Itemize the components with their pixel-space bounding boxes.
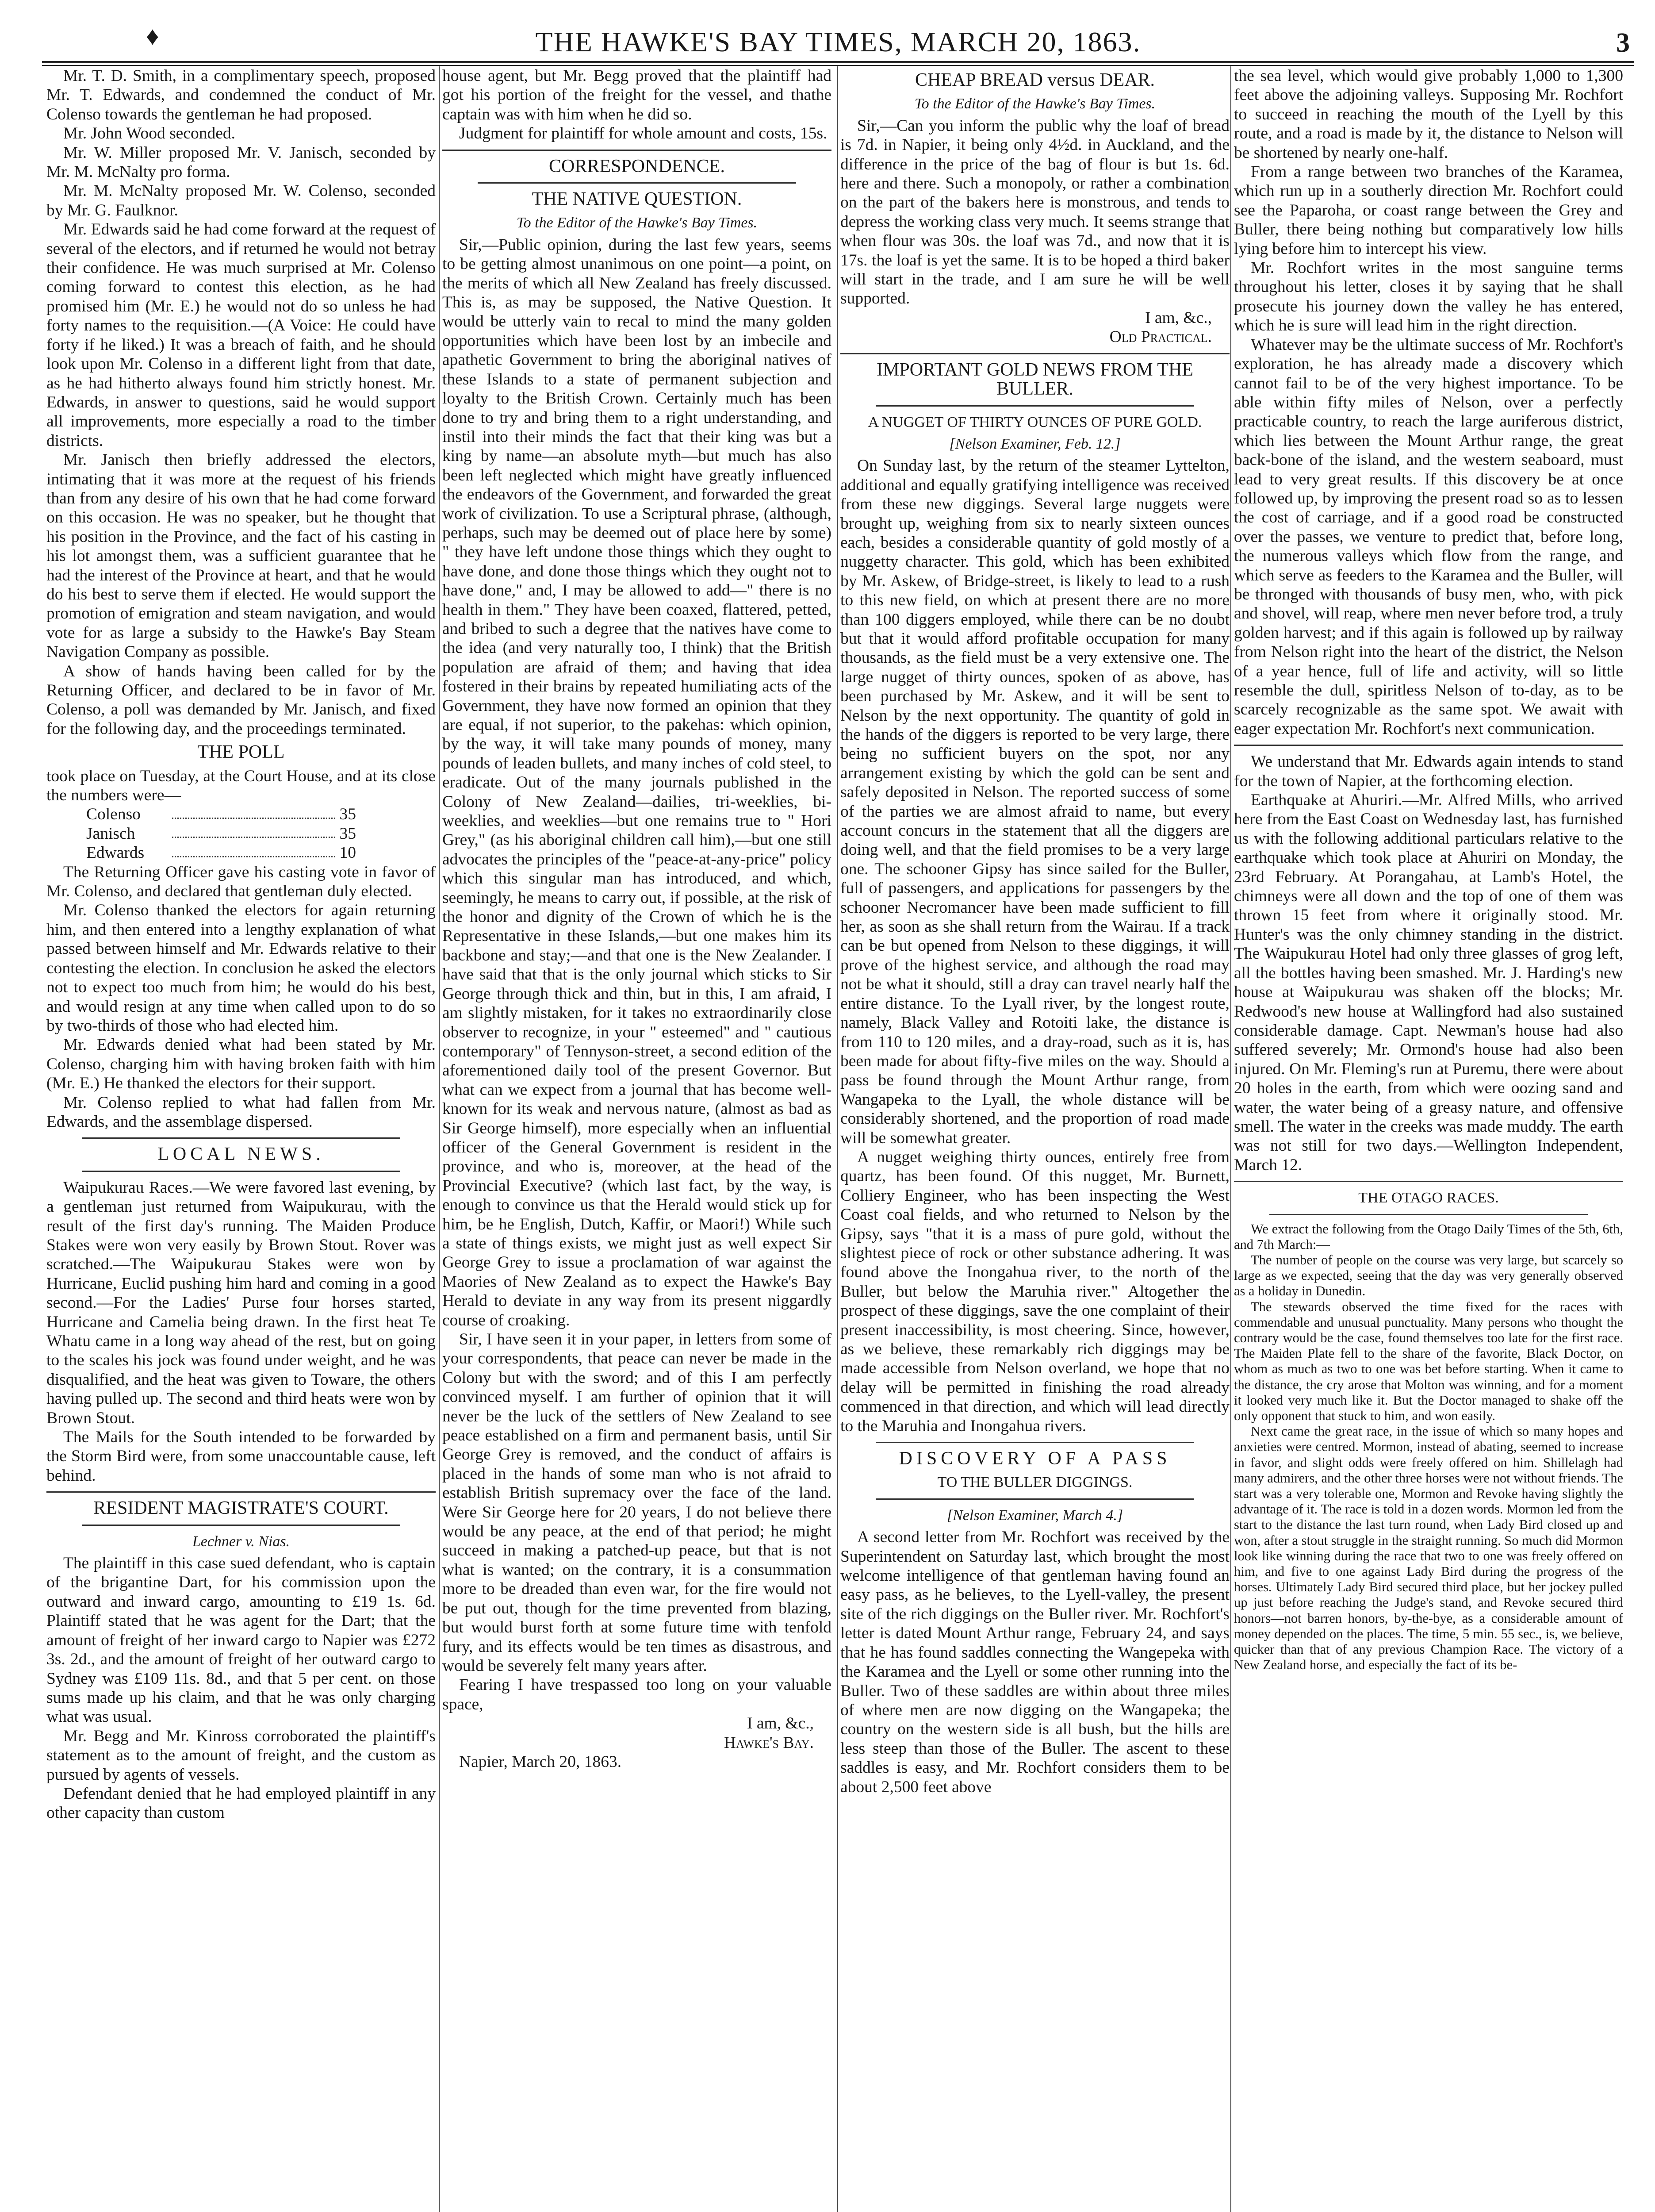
paragraph: Mr. T. D. Smith, in a complimentary speech, proposed Mr. T. Edwards, and condemned the conduct of Mr. Colenso towards the gentleman he had proposed.: [46, 67, 436, 123]
column-2: [442, 66, 831, 1771]
paragraph: We understand that Mr. Edwards again intends to stand for the town of Napier, at the forthcoming election.: [1234, 753, 1623, 790]
poll-row: [46, 824, 436, 843]
paragraph: Earthquake at Ahuriri.—Mr. Alfred Mills, who arrived here from the East Coast on Wednesday last, has furnished us with the following additional particulars relative to the earthquake which took place at Ahuriri on Monday, the 23rd February. At Porangahau, at Lamb's Hotel, the chimneys were all down and the top of one of them was thrown 15 feet from where it originally stood. Mr. Hunter's was the only chimney standing in the district. The Waipukurau Hotel had only three glasses of grog left, all the bottles having been smashed. Mr. J. Harding's new house at Waipukurau was shaken off the blocks; Mr. Redwood's new house at Wallingford had also sustained considerable damage. Capt. Newman's house had also suffered severely; Mr. Ormond's house had also been injured. On Mr. Fleming's run at Puremu, there were about 20 holes in the earth, from which were oozing sand and water, the water being of a greasy nature, and offensive smell. The water in the creeks was made muddy. The earth was not still for two days.—Wellington Independent, March 12.: [1234, 791, 1623, 1174]
letter-signature: Hawke's Bay.: [724, 1733, 814, 1752]
poll-candidate: Colenso: [86, 805, 141, 824]
paragraph: Mr. Colenso thanked the electors for again returning him, and then entered into a lengthy explanation of what passed between himself and Mr. Edwards relative to their contesting the election. In conclusion he asked the electors not to expect too much from him; he would do his best, and would resign at any time when called upon to do so by two-thirds of those who had elected him.: [46, 901, 436, 1035]
section-rule: [1234, 1181, 1623, 1182]
source-line: [Nelson Examiner, March 4.]: [946, 1507, 1123, 1524]
masthead-rule: [42, 61, 1634, 63]
poll-candidate: Edwards: [86, 844, 145, 862]
source-line: [Nelson Examiner, Feb. 12.]: [949, 435, 1121, 452]
section-rule: [82, 1171, 400, 1172]
paragraph: Fearing I have trespassed too long on your valuable space,: [442, 1676, 831, 1713]
sub-heading: TO THE BULLER DIGGINGS.: [937, 1474, 1133, 1491]
paragraph: Mr. Colenso replied to what had fallen from Mr. Edwards, and the assemblage dispersed.: [46, 1093, 436, 1131]
letter-closing: I am, &c.,: [747, 1714, 814, 1733]
paragraph: Sir,—Can you inform the public why the loaf of bread is 7d. in Napier, it being only 4½d. in Auckland, and the difference in the price of the bag of flour is but 1s. 6d. here and there. Such a monopoly, or rather a combination on the part of the bakers here is monstrous, and tends to depress the working class very much. It seems strange that when flour was 30s. the loaf was 7d., and now that it is 17s. the loaf is yet the same. It is to be hoped a third baker will start in the trade, and I am sure he will be well supported.: [840, 116, 1230, 308]
leader-dots: [172, 824, 335, 838]
paragraph: Whatever may be the ultimate success of Mr. Rochfort's exploration, he has already made a discovery which cannot fail to be of the very highest importance. To be able within fifty miles of Nelson, over a perfectly practicable country, to reach the large auriferous district, which lies between the Mount Arthur range, the great back-bone of the island, and the western seaboard, must lead to very great results. If this discovery be at once followed up, by improving the present road so as to lessen the cost of carriage, and if a good road be constructed over the passes, we venture to predict that, before long, the numerous valleys which flow from the range, and which serve as feeders to the Karamea and the Buller, will be thronged with thousands of busy men, who, with pick and shovel, will reap, where men never before trod, a truly golden harvest; and if this again is followed up by railway from Nelson right into the heart of the district, the Nelson of a year hence, full of life and activity, will so little resemble the dull, spiritless Nelson of to-day, as to be scarcely recognizable as the same spot. We await with eager expectation Mr. Rochfort's next communication.: [1234, 335, 1623, 738]
paragraph: house agent, but Mr. Begg proved that the plaintiff had got his portion of the freight for the vessel, and thathe captain was with him when he did so.: [442, 67, 831, 123]
paragraph: The Mails for the South intended to be forwarded by the Storm Bird were, from some unaccountable cause, left behind.: [46, 1428, 436, 1485]
poll-heading: THE POLL: [197, 742, 285, 763]
poll-votes: 35: [339, 805, 356, 824]
column-1: [46, 66, 436, 1823]
section-rule: [840, 353, 1230, 354]
section-rule: [46, 1491, 436, 1493]
paragraph: Mr. W. Miller proposed Mr. V. Janisch, seconded by Mr. M. McNalty pro forma.: [46, 143, 436, 181]
section-heading: DISCOVERY OF A PASS: [899, 1448, 1171, 1469]
section-rule: [478, 182, 796, 184]
letter-signature: Old Practical.: [1109, 328, 1212, 346]
letter-address: To the Editor of the Hawke's Bay Times.: [914, 96, 1156, 112]
poll-votes: 35: [339, 824, 356, 843]
leader-dots: [172, 843, 335, 857]
letter-heading: CHEAP BREAD versus DEAR.: [915, 70, 1155, 90]
column-3: [840, 66, 1230, 1797]
paragraph: Mr. Rochfort writes in the most sanguine terms throughout his letter, closes it by saying that he shall prosecute his journey down the valley he has entered, which he is sure will lead him in the right direction.: [1234, 259, 1623, 335]
poll-row: [46, 843, 436, 862]
section-rule: [876, 1442, 1194, 1443]
paragraph: A second letter from Mr. Rochfort was received by the Superintendent on Saturday last, which brought the most welcome intelligence of that gentleman having found an easy pass, as he believes, to the Lyell-valley, the present site of the rich diggings on the Buller river. Mr. Rochfort's letter is dated Mount Arthur range, February 24, and says that he has found saddles connecting the Wangepeka with the Karamea and the Lyell or some other running into the Buller. Two of these saddles are within about three miles of where men are now digging on the Wangapeka; the country on the western side is all bush, but the hills are less steep than those of the Buller. The ascent to these saddles is easy, and Mr. Rochfort considers them to be about 2,500 feet above: [840, 1528, 1230, 1796]
paragraph: A show of hands having been called for by the Returning Officer, and declared to be in favor of Mr. Colenso, a poll was demanded by Mr. Janisch, and fixed for the following day, and the proceedings terminated.: [46, 662, 436, 738]
paragraph: Mr. M. McNalty proposed Mr. W. Colenso, seconded by Mr. G. Faulknor.: [46, 182, 436, 219]
column-divider: [1230, 66, 1231, 2212]
masthead-mark: ♦: [146, 22, 159, 50]
paragraph: Judgment for plaintiff for whole amount and costs, 15s.: [459, 124, 828, 143]
section-heading: THE OTAGO RACES.: [1358, 1190, 1499, 1206]
paragraph: the sea level, which would give probably 1,000 to 1,300 feet above the adjoining valleys. Supposing Mr. Rochfort to succeed in reaching the mouth of the Lyell by this route, and a road is made by it, the distance to Nelson will be shortened by nearly one-half.: [1234, 67, 1623, 162]
paragraph: Defendant denied that he had employed plaintiff in any other capacity than custom: [46, 1784, 436, 1822]
sub-heading: A NUGGET OF THIRTY OUNCES OF PURE GOLD.: [868, 414, 1202, 430]
case-title: Lechner v. Nias.: [192, 1533, 290, 1550]
section-rule: [82, 1525, 400, 1526]
paragraph: The number of people on the course was very large, but scarcely so large as we expected, seeing that the day was very generally observed as a holiday in Dunedin.: [1234, 1252, 1623, 1299]
masthead: [42, 18, 1634, 60]
paragraph: Mr. Edwards denied what had been stated by Mr. Colenso, charging him with having broken faith with him (Mr. E.) He thanked the electors for their support.: [46, 1036, 436, 1093]
section-heading: LOCAL NEWS.: [157, 1144, 325, 1165]
poll-row: [46, 805, 436, 824]
section-rule: [442, 150, 831, 151]
paragraph: Mr. Edwards said he had come forward at the request of several of the electors, and if returned he would not betray their confidence. He was much surprised at Mr. Colenso coming forward to contest this election, as he had promised him (Mr. E.) he would not do so unless he had forty names to the requisition.—(A Voice: He could have forty if he liked.) It was a breach of faith, and he should look upon Mr. Colenso in a different light from that date, as he had hitherto always found him strictly honest. Mr. Edwards, in answer to questions, said he would support all improvements, more especially a road to the timber districts.: [46, 220, 436, 450]
paragraph: Sir, I have seen it in your paper, in letters from some of your correspondents, that peace can never be made in the Colony but with the sword; and of this I am perfectly convinced myself. I am further of opinion that it will never be the luck of the settlers of New Zealand to see peace established on a firm and permanent basis, until Sir George Grey is removed, and the conduct of affairs is placed in the hands of some man who is not afraid to establish British supremacy over the face of the land. Were Sir George here for 20 years, I do not believe there would be any peace, at the end of that period; he might succeed in making a patched-up peace, but that is not what is wanted; on the contrary, it is a consummation more to be dreaded than even war, for the fire would not be put out, though for the time prevented from blazing, but would burst forth at some future time with tenfold fury, and its effects would be ten times as disastrous, and would be severely felt many years after.: [442, 1330, 831, 1675]
paragraph: Mr. John Wood seconded.: [63, 124, 235, 143]
letter-closing: I am, &c.,: [1145, 308, 1212, 327]
paragraph: took place on Tuesday, at the Court House, and at its close the numbers were—: [46, 767, 436, 805]
paragraph: Waipukurau Races.—We were favored last evening, by a gentleman just returned from Waipukurau, with the result of the first day's running. The Maiden Produce Stakes were won very easily by Brown Stout. Rover was scratched.—The Waipukurau Stakes were won by Hurricane, Euclid pushing him hard and coming in a good second.—For the Ladies' Purse four horses started, Hurricane and Camelia being drawn. In the first heat Te Whatu came in a long way ahead of the rest, but on going to the scales his jock was found under weight, and he was disqualified, and the heat was given to Toware, the others having pulled up. The second and third heats were won by Brown Stout.: [46, 1178, 436, 1427]
section-rule: [876, 1498, 1194, 1500]
paragraph: The Returning Officer gave his casting vote in favor of Mr. Colenso, and declared that gentleman duly elected.: [46, 863, 436, 901]
poll-candidate: Janisch: [86, 824, 135, 843]
section-rule: [876, 405, 1194, 407]
column-4: [1234, 66, 1623, 1673]
section-heading: RESIDENT MAGISTRATE'S COURT.: [93, 1498, 389, 1519]
paragraph: The plaintiff in this case sued defendant, who is captain of the brigantine Dart, for his commission upon the outward and inward cargo, amounting to £19 1s. 6d. Plaintiff stated that he was agent for the Dart; that the amount of freight of her inward cargo to Napier was £272 3s. 2d., and the amount of freight of her outward cargo to Sydney was £109 11s. 8d., and that 5 per cent. on those sums made up his claim, and that he was only charging what was usual.: [46, 1554, 436, 1726]
column-divider: [837, 66, 838, 2212]
paragraph: Sir,—Public opinion, during the last few years, seems to be getting almost unanimous on one point—a point, on the merits of which all New Zealand has freely discussed. This is, as may be supposed, the Native Question. It would be utterly vain to recal to mind the many golden opportunities which have been lost by an imbecile and apathetic Government to bring the aboriginal natives of these Islands to a state of permanent subjection and loyalty to the British Crown. Certainly much has been done to try and bring them to a right understanding, and instil into their minds the fact that their king was but a king by name—an absolute myth—but much has also been left neglected which might have greatly influenced the endeavors of the Government, and forwarded the great work of civilization. To use a Scriptural phrase, (although, perhaps, such may be deemed out of place here by some) " they have left undone those things which they ought to have done, and done those things which they ought not to have done," and, I may be allowed to add—" there is no health in them." They have been coaxed, flattered, petted, and bribed to such a degree that the natives have come to the idea (and very naturally too, I think) that the British population are afraid of them; and having that idea fostered in their brains by repeated humiliating acts of the Government, they have now formed an opinion that they are equal, if not superior, to the pakehas: which opinion, by the way, it will take many pounds of money, many pounds of leaden bullets, and many inches of cold steel, to eradicate. Out of the many journals published in the Colony of New Zealand—dailies, tri-weeklies, bi-weeklies, and weeklies—but one remains true to " Hori Grey," (as his aboriginal children call him),—but one still advocates the principles of the "peace-at-any-price" policy which this singular man has introduced, and which, seemingly, he means to carry out, if possible, at the risk of the honor and dignity of the Crown of which he is the Representative in these Islands,—but one makes him its backbone and stay;—and that one is the New Zealander. I have said that that is the only journal which sticks to Sir George through thick and thin, but in this, I am afraid, I am slightly mistaken, for it takes no extraordinarily close observer to recognize, in your " esteemed" and " cautious contemporary" of Tennyson-street, a second edition of the aforementioned daily tool of the present Governor. But what can we expect from a journal that has become well-known for its weak and nervous nature, (almost as bad as Sir George himself), more especially when an influential officer of the General Government is resident in the province, and who is, moreover, at the head of the Provincial Executive? (which last fact, by the way, is enough to convince us that the Herald would stick up for him, be he English, Dutch, Kaffir, or Maori!) While such a state of things exists, we might just as well expect Sir George Grey to issue a proclamation of war against the Maories of New Zealand as to expect the Hawke's Bay Herald to deviate in any way from its present niggardly course of croaking.: [442, 235, 831, 1329]
paragraph: On Sunday last, by the return of the steamer Lyttelton, additional and equally gratifying intelligence was received from these new diggings. Several large nuggets were brought up, weighing from six to nearly sixteen ounces each, besides a considerable quantity of gold mostly of a nuggetty character. This gold, which has been exhibited by Mr. Askew, of Bridge-street, is likely to lead to a rush to this new field, on which at present there are no more than 100 diggers employed, while there can be no doubt but that it would afford profitable occupation for many thousands, as the field must be a very extensive one. The large nugget of thirty ounces, spoken of as above, has been purchased by Mr. Askew, and it will be sent to Nelson by the next opportunity. The quantity of gold in the hands of the diggers is reported to be very large, there being no sufficient buyers on the spot, nor any arrangement existing by which the gold can be sent and safely deposited in Nelson. The reported success of some of the parties we are almost afraid to name, but every account concurs in the statement that all the diggers are doing well, and that the field promises to be a very large one. The schooner Gipsy has since sailed for the Buller, full of passengers, and applications for passengers by the schooner Necromancer have been made sufficient to fill her, as soon as she shall return from the Wairau. If a track can be but opened from Nelson to these diggings, it will prove of the highest service, and although the road may not be what it should, still a dray can travel nearly half the entire distance. To the Lyall river, by the longest route, namely, Black Valley and Rotoiti lake, the distance is from 110 to 120 miles, and a dray-road, such as it is, has been made for about fifty-five miles on the way. Should a pass be found through the Mount Arthur range, from Wangapeka to the Lyall, the whole distance will be considerably shortened, and the proportion of road made will be somewhat greater.: [840, 457, 1230, 1147]
dateline: Napier, March 20, 1863.: [459, 1752, 622, 1771]
paragraph: From a range between two branches of the Karamea, which run up in a southerly direction Mr. Rochfort could see the Paparoha, or coast range between the Grey and Buller, there being nothing but comparatively low hills lying before him to intercept his view.: [1234, 163, 1623, 258]
letter-address: To the Editor of the Hawke's Bay Times.: [516, 215, 758, 231]
masthead-rule-thin: [42, 65, 1634, 66]
leader-dots: [172, 805, 335, 818]
paragraph: Next came the great race, in the issue of which so many hopes and anxieties were centred. Mormon, instead of abating, seemed to increase in favor, and slight odds were freely offered on him. Shillelagh had many admirers, and the other three horses were not without friends. The start was a very tolerable one, Mormon and Revoke having slightly the advantage of it. The race is told in a dozen words. Mormon led from the start to the distance the last turn round, when Lady Bird closed up and won, after a stout struggle in the straight running. So much did Mormon look like winning during the race that two to one was freely offered on him, and five to one against Lady Bird during the progress of the horses. Ultimately Lady Bird secured third place, but her jockey pulled up just before reaching the Judge's stand, and Revoke secured third honors—not barren honors, by-the-bye, as a considerable amount of money depended on the places. The time, 5 min. 55 sec., is, we believe, quicker than that of any previous Champion Race. The victory of a New Zealand horse, and especially the fact of its be-: [1234, 1424, 1623, 1673]
section-heading: CORRESPONDENCE.: [549, 156, 725, 177]
column-divider: [439, 66, 440, 2212]
section-rule: [82, 1137, 400, 1139]
section-rule: [1234, 745, 1623, 746]
page-number: 3: [1616, 28, 1630, 58]
paragraph: Mr. Begg and Mr. Kinross corroborated the plaintiff's statement as to the amount of freight, and the custom as pursued by agents of vessels.: [46, 1727, 436, 1784]
section-rule: [1269, 1214, 1588, 1215]
poll-votes: 10: [339, 844, 356, 862]
paragraph: Mr. Janisch then briefly addressed the electors, intimating that it was more at the request of his friends than from any desire of his own that he had come forward on this occasion. He was no speaker, but he thought that his position in the Province, and the fact of his casting in his lot amongst them, was a sufficient guarantee that he had the interest of the Province at heart, and that he would do his best to serve them if elected. He would support the promotion of emigration and steam navigation, and would vote for as large a subsidy to the Hawke's Bay Steam Navigation Company as possible.: [46, 451, 436, 661]
paragraph: The stewards observed the time fixed for the races with commendable and unusual punctuality. Many persons who thought the contrary would be the case, found themselves too late for the first race. The Maiden Plate fell to the share of the favorite, Black Doctor, on whom as much as two to one was bet before starting. When it came to the distance, the cry arose that Molton was winning, and for a moment it looked very much like it. But the Doctor managed to shake off the only opponent that stuck to him, and won easily.: [1234, 1299, 1623, 1423]
section-heading: IMPORTANT GOLD NEWS FROM THE BULLER.: [877, 359, 1193, 399]
newspaper-title: THE HAWKE'S BAY TIMES, MARCH 20, 1863.: [535, 26, 1141, 58]
letter-heading: THE NATIVE QUESTION.: [532, 189, 742, 210]
paragraph: We extract the following from the Otago Daily Times of the 5th, 6th, and 7th March:—: [1234, 1221, 1623, 1252]
paragraph: A nugget weighing thirty ounces, entirely free from quartz, has been found. Of this nugget, Mr. Burnett, Colliery Engineer, who has been inspecting the West Coast coal fields, and who returned to Nelson by the Gipsy, says "that it is a mass of pure gold, without the slightest piece of rock or other substance adhering. It was found above the Inongahua river, to the north of the Buller, but below the Maruhia river." Altogether the prospect of these diggings, save the one complaint of their present inaccessibility, is most cheering. Since, however, as we believe, these remarkably rich diggings may be made accessible from Nelson overland, we hope that no delay will be permitted in finishing the road already commenced in that direction, and which will lead directly to the Maruhia and Inongahua rivers.: [840, 1148, 1230, 1435]
